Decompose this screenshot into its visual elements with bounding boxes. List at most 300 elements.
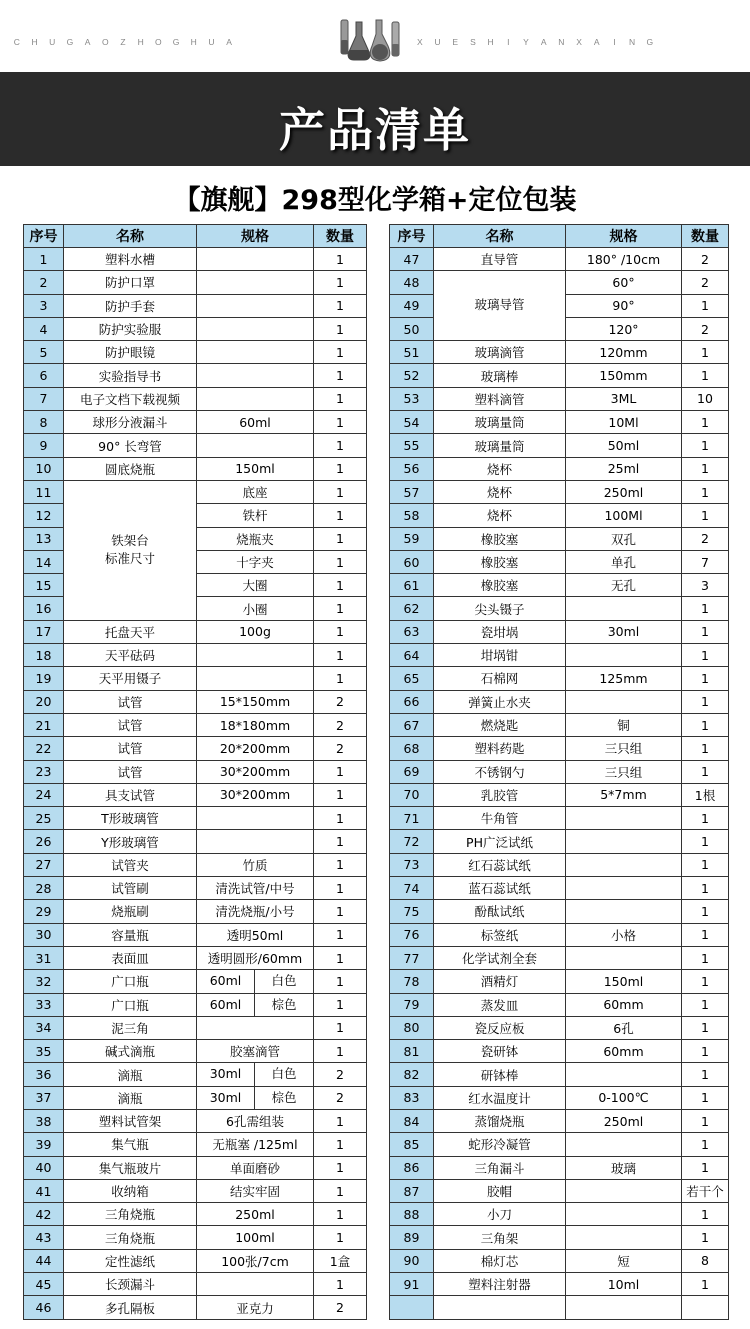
table-row bbox=[24, 900, 367, 923]
item-name: 橡胶塞 bbox=[434, 574, 566, 597]
item-no: 30 bbox=[24, 923, 64, 946]
table-row bbox=[390, 1109, 729, 1132]
item-name: 广口瓶 bbox=[64, 993, 197, 1016]
item-spec bbox=[197, 271, 314, 294]
header-no: 序号 bbox=[24, 225, 64, 248]
item-spec: 150ml bbox=[566, 970, 682, 993]
item-spec: 铁杆 bbox=[197, 504, 314, 527]
item-name: 天平砝码 bbox=[64, 644, 197, 667]
item-qty-empty bbox=[682, 1296, 729, 1319]
item-name: 塑料水槽 bbox=[64, 248, 197, 271]
item-qty: 2 bbox=[314, 690, 367, 713]
item-qty: 1 bbox=[314, 1040, 367, 1063]
table-row bbox=[24, 1226, 367, 1249]
item-no: 90 bbox=[390, 1249, 434, 1272]
item-spec: 双孔 bbox=[566, 527, 682, 550]
item-no: 25 bbox=[24, 807, 64, 830]
item-qty: 1 bbox=[682, 946, 729, 969]
item-qty: 1 bbox=[314, 387, 367, 410]
item-qty: 1 bbox=[682, 294, 729, 317]
item-name: 电子文档下载视频 bbox=[64, 387, 197, 410]
glass-tube-merged-name bbox=[434, 271, 566, 341]
item-spec: 25ml bbox=[566, 457, 682, 480]
item-qty: 1 bbox=[314, 457, 367, 480]
item-no-empty bbox=[390, 1296, 434, 1319]
item-qty: 1 bbox=[314, 1226, 367, 1249]
item-no: 91 bbox=[390, 1273, 434, 1296]
table-row bbox=[390, 830, 729, 853]
item-spec: 60mm bbox=[566, 993, 682, 1016]
item-spec: 十字夹 bbox=[197, 550, 314, 573]
item-name: 石棉网 bbox=[434, 667, 566, 690]
item-spec-color: 白色 bbox=[271, 1066, 297, 1082]
item-table-left bbox=[23, 224, 367, 1320]
title-banner bbox=[0, 72, 750, 166]
item-no: 4 bbox=[24, 317, 64, 340]
table-row bbox=[390, 970, 729, 993]
item-spec: 铜 bbox=[566, 713, 682, 736]
table-row bbox=[24, 1203, 367, 1226]
item-spec: 20*200mm bbox=[197, 737, 314, 760]
item-name: 90° 长弯管 bbox=[64, 434, 197, 457]
table-row-empty bbox=[390, 1296, 729, 1319]
item-qty: 1 bbox=[314, 504, 367, 527]
item-name: 酒精灯 bbox=[434, 970, 566, 993]
item-no: 70 bbox=[390, 783, 434, 806]
item-spec-size: 30ml bbox=[197, 1087, 255, 1109]
item-spec: 90° bbox=[566, 294, 682, 317]
item-no: 75 bbox=[390, 900, 434, 923]
item-qty: 1 bbox=[314, 830, 367, 853]
item-qty: 1 bbox=[314, 364, 367, 387]
item-spec-empty bbox=[566, 1296, 682, 1319]
item-name: 长颈漏斗 bbox=[64, 1273, 197, 1296]
item-spec: 0-100℃ bbox=[566, 1086, 682, 1109]
table-row bbox=[390, 690, 729, 713]
item-name: 坩埚钳 bbox=[434, 644, 566, 667]
table-row bbox=[24, 807, 367, 830]
item-no: 72 bbox=[390, 830, 434, 853]
header-qty: 数量 bbox=[682, 225, 729, 248]
item-no: 83 bbox=[390, 1086, 434, 1109]
item-name: 烧杯 bbox=[434, 457, 566, 480]
item-spec: 100张/7cm bbox=[197, 1249, 314, 1272]
item-name: 集气瓶 bbox=[64, 1133, 197, 1156]
item-no: 39 bbox=[24, 1133, 64, 1156]
item-no: 13 bbox=[24, 527, 64, 550]
item-name: 试管 bbox=[64, 737, 197, 760]
item-spec-color: 白色 bbox=[271, 973, 297, 989]
item-spec: 150ml bbox=[197, 457, 314, 480]
table-row bbox=[390, 713, 729, 736]
item-no: 44 bbox=[24, 1249, 64, 1272]
item-no: 23 bbox=[24, 760, 64, 783]
item-spec-color: 棕色 bbox=[271, 996, 297, 1012]
item-spec bbox=[197, 970, 314, 993]
item-name: 塑料药匙 bbox=[434, 737, 566, 760]
item-qty: 1 bbox=[682, 364, 729, 387]
item-spec: 6孔 bbox=[566, 1016, 682, 1039]
table-row bbox=[24, 1086, 367, 1109]
item-no: 56 bbox=[390, 457, 434, 480]
item-qty: 2 bbox=[682, 248, 729, 271]
item-spec bbox=[197, 667, 314, 690]
item-spec bbox=[566, 1226, 682, 1249]
item-name: 滴瓶 bbox=[64, 1063, 197, 1086]
item-spec-size: 60ml bbox=[197, 994, 255, 1016]
item-no: 46 bbox=[24, 1296, 64, 1319]
item-no: 58 bbox=[390, 504, 434, 527]
item-qty: 1 bbox=[314, 294, 367, 317]
table-header-row bbox=[24, 225, 367, 248]
item-name: 燃烧匙 bbox=[434, 713, 566, 736]
table-row bbox=[390, 597, 729, 620]
item-spec: 5*7mm bbox=[566, 783, 682, 806]
item-qty: 1 bbox=[314, 1109, 367, 1132]
table-row bbox=[390, 341, 729, 364]
table-row bbox=[390, 877, 729, 900]
flask-logo-icon bbox=[336, 16, 410, 64]
item-qty: 1 bbox=[682, 480, 729, 503]
item-spec: 三只组 bbox=[566, 760, 682, 783]
item-spec bbox=[197, 364, 314, 387]
item-qty: 10 bbox=[682, 387, 729, 410]
item-no: 86 bbox=[390, 1156, 434, 1179]
table-row bbox=[390, 1063, 729, 1086]
item-qty: 1 bbox=[682, 1226, 729, 1249]
item-spec: 单孔 bbox=[566, 550, 682, 573]
item-no: 33 bbox=[24, 993, 64, 1016]
item-no: 82 bbox=[390, 1063, 434, 1086]
item-qty: 1 bbox=[314, 993, 367, 1016]
item-no: 84 bbox=[390, 1109, 434, 1132]
item-name: 试管刷 bbox=[64, 877, 197, 900]
item-no: 63 bbox=[390, 620, 434, 643]
item-spec bbox=[566, 690, 682, 713]
table-row bbox=[390, 1203, 729, 1226]
item-spec bbox=[197, 1016, 314, 1039]
item-spec bbox=[566, 1203, 682, 1226]
item-spec bbox=[197, 1063, 314, 1086]
item-name: 玻璃棒 bbox=[434, 364, 566, 387]
item-spec bbox=[566, 946, 682, 969]
item-qty: 1 bbox=[682, 457, 729, 480]
table-row bbox=[24, 1249, 367, 1272]
header-name: 名称 bbox=[64, 225, 197, 248]
item-spec bbox=[197, 1086, 314, 1109]
item-spec: 100Ml bbox=[566, 504, 682, 527]
item-spec bbox=[197, 830, 314, 853]
table-row bbox=[390, 1273, 729, 1296]
item-qty: 1 bbox=[314, 807, 367, 830]
item-qty: 1 bbox=[314, 644, 367, 667]
table-row bbox=[390, 271, 729, 294]
item-spec bbox=[566, 830, 682, 853]
table-row bbox=[24, 1133, 367, 1156]
table-row bbox=[24, 760, 367, 783]
item-no: 79 bbox=[390, 993, 434, 1016]
item-spec: 大圈 bbox=[197, 574, 314, 597]
item-spec: 100g bbox=[197, 620, 314, 643]
table-row bbox=[24, 341, 367, 364]
item-name: 蛇形冷凝管 bbox=[434, 1133, 566, 1156]
item-no: 49 bbox=[390, 294, 434, 317]
item-no: 32 bbox=[24, 970, 64, 993]
item-spec: 60mm bbox=[566, 1040, 682, 1063]
item-name: Y形玻璃管 bbox=[64, 830, 197, 853]
item-name: 滴瓶 bbox=[64, 1086, 197, 1109]
item-qty: 1 bbox=[314, 853, 367, 876]
item-spec: 竹质 bbox=[197, 853, 314, 876]
table-row bbox=[24, 1016, 367, 1039]
item-no: 66 bbox=[390, 690, 434, 713]
item-name: 烧瓶刷 bbox=[64, 900, 197, 923]
item-spec: 三只组 bbox=[566, 737, 682, 760]
table-row bbox=[390, 737, 729, 760]
item-qty: 1 bbox=[682, 853, 729, 876]
item-no: 29 bbox=[24, 900, 64, 923]
table-row bbox=[390, 1226, 729, 1249]
table-row bbox=[24, 667, 367, 690]
item-name: 不锈钢勺 bbox=[434, 760, 566, 783]
item-spec: 无瓶塞 /125ml bbox=[197, 1133, 314, 1156]
item-spec: 125mm bbox=[566, 667, 682, 690]
table-row bbox=[390, 946, 729, 969]
item-spec bbox=[566, 853, 682, 876]
item-no: 76 bbox=[390, 923, 434, 946]
table-row bbox=[24, 434, 367, 457]
item-qty: 1 bbox=[314, 760, 367, 783]
item-qty: 1 bbox=[314, 434, 367, 457]
item-no: 43 bbox=[24, 1226, 64, 1249]
table-row bbox=[390, 434, 729, 457]
item-no: 65 bbox=[390, 667, 434, 690]
item-qty: 1 bbox=[682, 644, 729, 667]
table-row bbox=[24, 1156, 367, 1179]
item-name: 棉灯芯 bbox=[434, 1249, 566, 1272]
item-name: 烧杯 bbox=[434, 504, 566, 527]
item-qty: 1 bbox=[682, 411, 729, 434]
item-spec: 小圈 bbox=[197, 597, 314, 620]
item-no: 38 bbox=[24, 1109, 64, 1132]
table-row bbox=[24, 853, 367, 876]
item-no: 77 bbox=[390, 946, 434, 969]
item-name: 实验指导书 bbox=[64, 364, 197, 387]
item-qty: 1 bbox=[682, 504, 729, 527]
item-name: 红石蕊试纸 bbox=[434, 853, 566, 876]
item-name: 具支试管 bbox=[64, 783, 197, 806]
item-qty: 1 bbox=[314, 574, 367, 597]
table-row bbox=[390, 550, 729, 573]
item-spec bbox=[197, 341, 314, 364]
table-row bbox=[24, 1296, 367, 1319]
item-spec: 120mm bbox=[566, 341, 682, 364]
table-row bbox=[390, 853, 729, 876]
item-spec: 透明50ml bbox=[197, 923, 314, 946]
item-name: 红水温度计 bbox=[434, 1086, 566, 1109]
item-no: 1 bbox=[24, 248, 64, 271]
item-no: 64 bbox=[390, 644, 434, 667]
item-no: 40 bbox=[24, 1156, 64, 1179]
item-name: 橡胶塞 bbox=[434, 550, 566, 573]
decor-letters-left: C H U G A O Z H O G H U A bbox=[13, 37, 232, 47]
table-row bbox=[390, 1179, 729, 1202]
table-row bbox=[24, 993, 367, 1016]
item-qty: 1 bbox=[314, 1273, 367, 1296]
table-row bbox=[24, 480, 367, 503]
iron-stand-merged-name bbox=[64, 480, 197, 620]
item-qty: 1根 bbox=[682, 783, 729, 806]
glass-tube-merged-name-line: 玻璃导管 bbox=[474, 297, 525, 313]
item-name: 容量瓶 bbox=[64, 923, 197, 946]
item-spec: 小格 bbox=[566, 923, 682, 946]
item-no: 17 bbox=[24, 620, 64, 643]
item-no: 88 bbox=[390, 1203, 434, 1226]
item-no: 71 bbox=[390, 807, 434, 830]
table-row bbox=[390, 527, 729, 550]
table-row bbox=[390, 1249, 729, 1272]
table-row bbox=[24, 946, 367, 969]
table-row bbox=[390, 1016, 729, 1039]
item-spec: 250ml bbox=[197, 1203, 314, 1226]
item-name: 橡胶塞 bbox=[434, 527, 566, 550]
item-spec bbox=[566, 1179, 682, 1202]
item-name: 玻璃滴管 bbox=[434, 341, 566, 364]
item-no: 74 bbox=[390, 877, 434, 900]
item-no: 52 bbox=[390, 364, 434, 387]
item-qty: 1 bbox=[682, 690, 729, 713]
item-no: 45 bbox=[24, 1273, 64, 1296]
item-no: 3 bbox=[24, 294, 64, 317]
item-qty: 2 bbox=[314, 1296, 367, 1319]
item-spec bbox=[566, 1063, 682, 1086]
table-row bbox=[24, 877, 367, 900]
item-spec: 胶塞滴管 bbox=[197, 1040, 314, 1063]
product-subtitle: 【旗舰】298型化学箱+定位包装 bbox=[173, 185, 577, 216]
item-spec: 120° bbox=[566, 317, 682, 340]
item-qty: 1 bbox=[682, 1040, 729, 1063]
item-spec bbox=[197, 248, 314, 271]
header-name: 名称 bbox=[434, 225, 566, 248]
table-row bbox=[390, 457, 729, 480]
item-qty: 2 bbox=[314, 1086, 367, 1109]
item-qty: 1 bbox=[682, 1109, 729, 1132]
item-spec: 10Ml bbox=[566, 411, 682, 434]
table-row bbox=[24, 1109, 367, 1132]
item-name: 研钵棒 bbox=[434, 1063, 566, 1086]
item-no: 89 bbox=[390, 1226, 434, 1249]
item-name: 标签纸 bbox=[434, 923, 566, 946]
item-name: 三角烧瓶 bbox=[64, 1203, 197, 1226]
item-no: 57 bbox=[390, 480, 434, 503]
item-name: 广口瓶 bbox=[64, 970, 197, 993]
item-qty: 1 bbox=[314, 341, 367, 364]
item-name: 尖头镊子 bbox=[434, 597, 566, 620]
table-row bbox=[24, 923, 367, 946]
table-row bbox=[24, 294, 367, 317]
item-name: 防护眼镜 bbox=[64, 341, 197, 364]
item-qty: 1 bbox=[682, 1016, 729, 1039]
item-no: 8 bbox=[24, 411, 64, 434]
item-no: 73 bbox=[390, 853, 434, 876]
item-no: 87 bbox=[390, 1179, 434, 1202]
item-no: 31 bbox=[24, 946, 64, 969]
item-spec: 10ml bbox=[566, 1273, 682, 1296]
item-no: 54 bbox=[390, 411, 434, 434]
item-no: 27 bbox=[24, 853, 64, 876]
item-name: 瓷反应板 bbox=[434, 1016, 566, 1039]
item-no: 68 bbox=[390, 737, 434, 760]
item-no: 61 bbox=[390, 574, 434, 597]
item-spec: 6孔需组装 bbox=[197, 1109, 314, 1132]
item-qty: 1 bbox=[682, 620, 729, 643]
item-qty: 若干个 bbox=[682, 1179, 729, 1202]
item-qty: 1 bbox=[314, 411, 367, 434]
item-name: 集气瓶玻片 bbox=[64, 1156, 197, 1179]
header-no: 序号 bbox=[390, 225, 434, 248]
item-no: 34 bbox=[24, 1016, 64, 1039]
item-qty: 1 bbox=[682, 341, 729, 364]
item-name: 塑料试管架 bbox=[64, 1109, 197, 1132]
table-row bbox=[390, 411, 729, 434]
item-name: 防护口罩 bbox=[64, 271, 197, 294]
item-spec: 30*200mm bbox=[197, 783, 314, 806]
item-spec bbox=[197, 434, 314, 457]
item-no: 21 bbox=[24, 713, 64, 736]
item-name: 玻璃量筒 bbox=[434, 434, 566, 457]
table-row bbox=[24, 1063, 367, 1086]
table-row bbox=[24, 1179, 367, 1202]
table-row bbox=[390, 387, 729, 410]
item-no: 7 bbox=[24, 387, 64, 410]
item-qty: 1 bbox=[314, 1016, 367, 1039]
item-spec bbox=[566, 597, 682, 620]
item-no: 16 bbox=[24, 597, 64, 620]
item-name: 表面皿 bbox=[64, 946, 197, 969]
table-row bbox=[390, 364, 729, 387]
table-row bbox=[24, 970, 367, 993]
item-name: 小刀 bbox=[434, 1203, 566, 1226]
item-name: 托盘天平 bbox=[64, 620, 197, 643]
table-row bbox=[24, 271, 367, 294]
item-spec: 透明圆形/60mm bbox=[197, 946, 314, 969]
item-name: 直导管 bbox=[434, 248, 566, 271]
item-spec bbox=[566, 644, 682, 667]
item-name: 塑料注射器 bbox=[434, 1273, 566, 1296]
item-no: 55 bbox=[390, 434, 434, 457]
item-name: T形玻璃管 bbox=[64, 807, 197, 830]
item-name: 瓷坩埚 bbox=[434, 620, 566, 643]
item-spec: 15*150mm bbox=[197, 690, 314, 713]
item-qty: 1 bbox=[682, 877, 729, 900]
table-row bbox=[390, 993, 729, 1016]
item-name: 三角架 bbox=[434, 1226, 566, 1249]
header-spec: 规格 bbox=[566, 225, 682, 248]
decor-letters-right: X U E S H I Y A N X A I N G bbox=[417, 37, 654, 47]
item-qty: 2 bbox=[682, 317, 729, 340]
iron-stand-merged-name-line: 标准尺寸 bbox=[104, 551, 155, 567]
item-qty: 1 bbox=[314, 783, 367, 806]
item-name: 弹簧止水夹 bbox=[434, 690, 566, 713]
header-qty: 数量 bbox=[314, 225, 367, 248]
table-row bbox=[390, 1040, 729, 1063]
table-row bbox=[390, 504, 729, 527]
item-no: 50 bbox=[390, 317, 434, 340]
item-spec: 60ml bbox=[197, 411, 314, 434]
item-qty: 1 bbox=[314, 480, 367, 503]
item-qty: 1 bbox=[682, 923, 729, 946]
item-no: 24 bbox=[24, 783, 64, 806]
